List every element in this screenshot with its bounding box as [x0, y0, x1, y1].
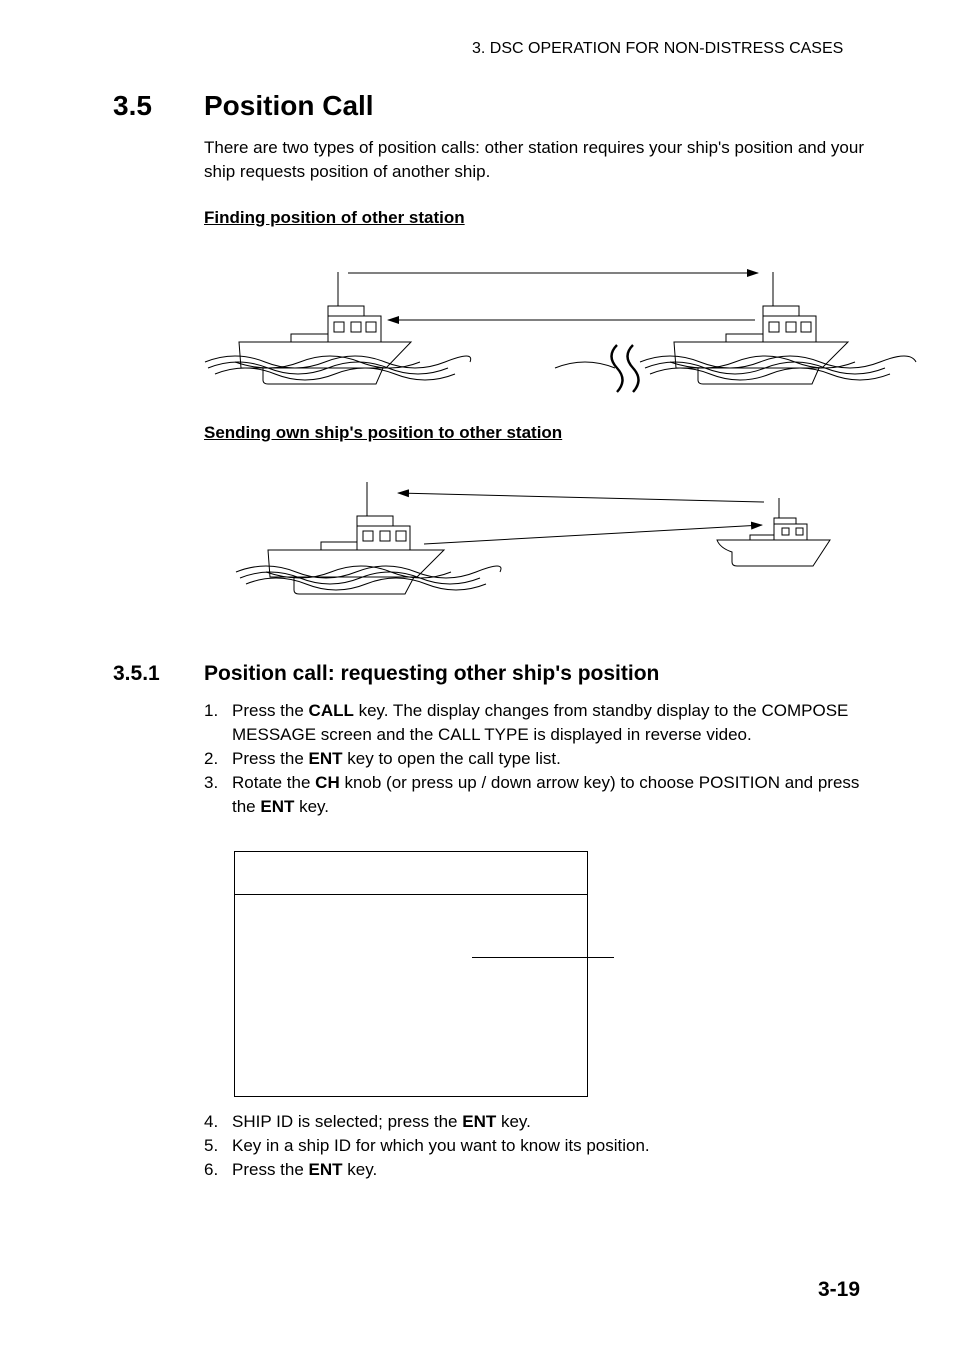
procedure-steps-b [204, 1110, 869, 1182]
section-title: Position Call [204, 90, 374, 121]
step-6: 6. Press the ENT key. [204, 1158, 869, 1182]
screen-callout-line [472, 957, 614, 958]
subsection-title: Position call: requesting other ship's position [204, 662, 660, 685]
other-ship-illustration [555, 272, 916, 392]
step-4: 4. SHIP ID is selected; press the ENT key. [204, 1110, 869, 1134]
key-name: CH [315, 773, 340, 792]
subsection-number: 3.5.1 [113, 662, 160, 685]
position-call-illustrations [0, 0, 954, 640]
step-5: 5. Key in a ship ID for which you want to know its position. [204, 1134, 869, 1158]
compose-message-screen [234, 851, 588, 1097]
key-name: ENT [308, 749, 343, 768]
procedure-steps-a [204, 699, 869, 819]
step-number: 5. [204, 1136, 219, 1155]
key-name: ENT [260, 797, 295, 816]
step-number: 2. [204, 749, 219, 768]
step-3: 3. Rotate the CH knob (or press up / down arrow key) to choose POSITION and press the ENT key. [204, 773, 860, 816]
step-number: 3. [204, 773, 219, 792]
key-name: ENT [308, 1160, 343, 1179]
key-name: ENT [462, 1112, 497, 1131]
reply-arrow-2 [398, 493, 764, 502]
page-number: 3-19 [818, 1278, 861, 1301]
screen-title-divider [235, 894, 587, 895]
step-1: 1. Press the CALL key. The display changes from standby display to the COMPOSE MESSAGE screen and the CALL TYPE is displayed in reverse video. [204, 701, 849, 744]
own-ship-illustration [205, 272, 471, 384]
intro-paragraph: There are two types of position calls: other station requires your ship's position and your ship requests position of another ship. [204, 138, 864, 181]
other-ship-illustration-2 [717, 498, 830, 566]
figure-title-sending: Sending own ship's position to other station [204, 423, 563, 442]
step-number: 1. [204, 701, 219, 720]
step-number: 6. [204, 1160, 219, 1179]
figure-title-finding: Finding position of other station [204, 208, 465, 227]
own-ship-illustration-2 [236, 482, 501, 594]
step-number: 4. [204, 1112, 219, 1131]
step-2: 2. Press the ENT key to open the call type list. [204, 747, 869, 771]
section-number: 3.5 [113, 90, 152, 121]
running-header: 3. DSC OPERATION FOR NON-DISTRESS CASES [472, 40, 844, 57]
key-name: CALL [308, 701, 354, 720]
request-arrow-2 [424, 525, 762, 544]
